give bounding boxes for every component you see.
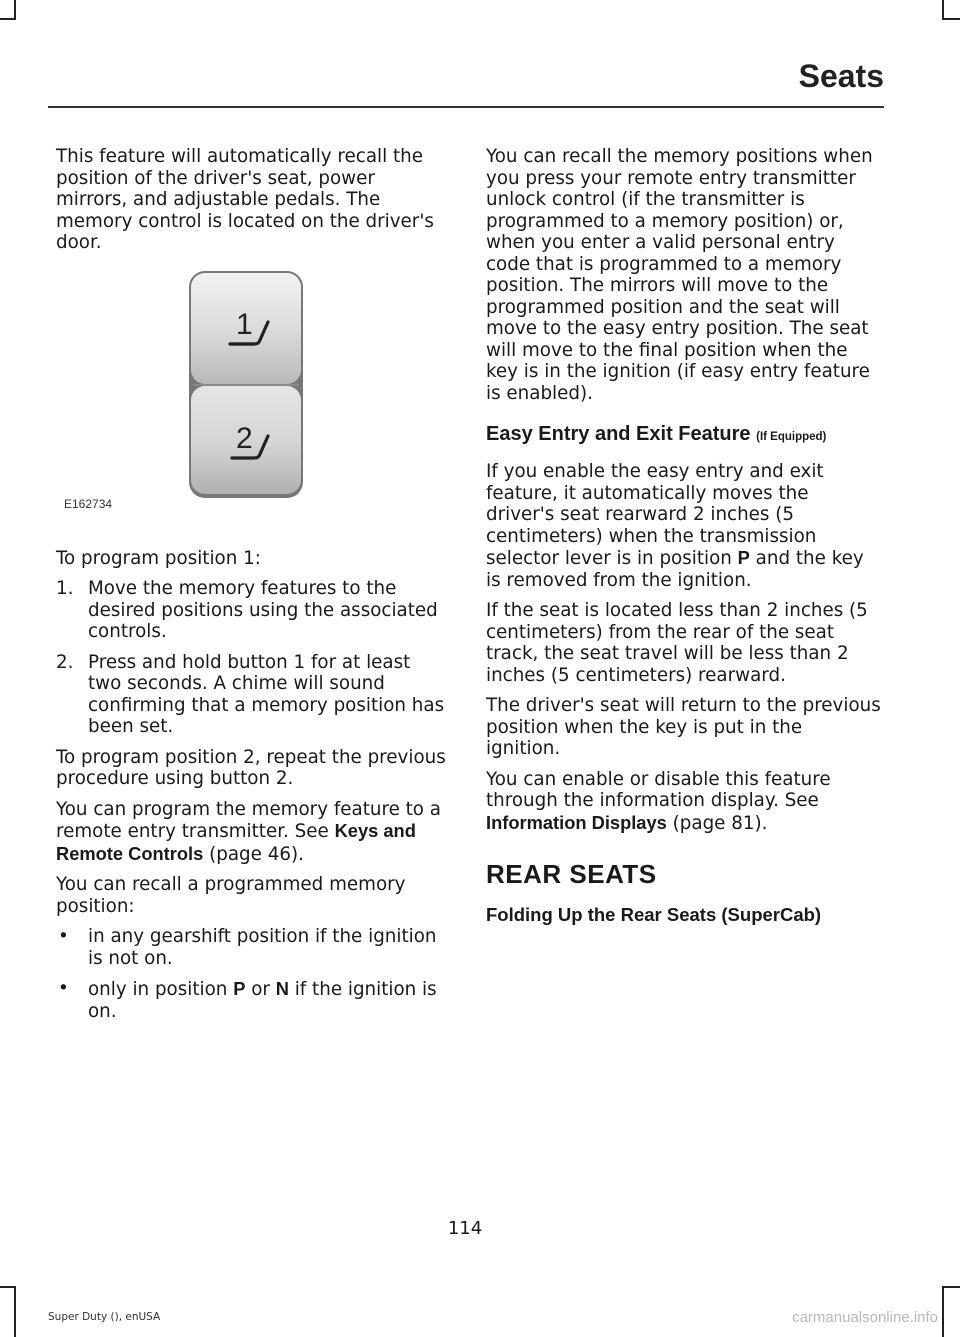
recall-paragraph: You can recall the memory positions when you press your remote entry transmitter unlock control (if the transmitter is programmed to a memory position) or, when you enter a valid personal entry code that is programmed to a memory position. The mirrors will move to the programmed position and the seat will move to the easy entry position. The seat will move to the final position when the key is in the ignition (if easy entry feature is enabled). — [486, 146, 873, 404]
list-number: 2. — [56, 651, 74, 673]
crop-mark — [0, 18, 16, 20]
list-text: Press and hold button 1 for at least two seconds. A chime will sound confirming that a memory position has been set. — [88, 651, 445, 737]
program-position-2-paragraph: To program position 2, repeat the previous procedure using button 2. — [56, 746, 446, 789]
header-rule — [48, 106, 884, 108]
memory-buttons-figure — [56, 270, 449, 528]
page-number: 114 — [447, 1218, 483, 1239]
intro-paragraph: This feature will automatically recall the position of the driver's seat, power mirrors, and adjustable pedals. The memory control is located on the driver's door. — [56, 146, 434, 253]
recall-intro: You can recall a programmed memory position: — [56, 874, 406, 917]
easy-entry-heading: Easy Entry and Exit Feature (If Equipped) — [486, 423, 827, 445]
seat-travel-paragraph: If the seat is located less than 2 inches (5 centimeters) from the rear of the seat track, the seat travel will be less than 2 inches (5 centimeters) rearward. — [486, 600, 868, 686]
page-title: Seats — [798, 58, 884, 94]
seat-return-paragraph: The driver's seat will return to the previous position when the key is put in the ignition. — [486, 695, 881, 759]
crop-mark — [14, 1286, 16, 1337]
folding-heading: Folding Up the Rear Seats (SuperCab) — [486, 903, 822, 925]
button-2-label: 2 — [236, 421, 253, 455]
button-1-label: 1 — [236, 307, 253, 341]
page-ref: (page 46). — [203, 843, 304, 865]
program-position-1-heading: To program position 1: — [56, 547, 261, 569]
watermark: carmanualsonline.info — [792, 1309, 938, 1326]
keys-remote-link[interactable]: Keys and Remote Controls — [56, 820, 416, 864]
memory-control-illustration — [56, 270, 449, 528]
remote-program-paragraph — [56, 799, 449, 866]
list-item — [56, 926, 449, 969]
bullet: • — [58, 926, 69, 947]
bullet: • — [58, 978, 69, 999]
list-item — [56, 652, 449, 738]
list-item — [56, 978, 449, 1022]
crop-mark — [942, 18, 960, 20]
list-text: Move the memory features to the desired positions using the associated controls. — [88, 578, 438, 642]
remote-text: You can program the memory feature to a remote entry transmitter. See — [56, 798, 442, 842]
crop-mark — [942, 1286, 944, 1337]
rear-seats-heading: REAR SEATS — [486, 859, 657, 889]
right-column — [486, 146, 882, 925]
figure-code: E162734 — [64, 496, 113, 511]
list-item — [56, 578, 449, 643]
easy-entry-paragraph: If you enable the easy entry and exit feature, it automatically moves the driver's seat rearward 2 inches (5 centimeters) when the transmission selector lever is in position P and the key is removed from the ignition. — [486, 461, 864, 591]
information-displays-link[interactable]: Information Displays — [486, 811, 667, 833]
list-text: only in position P or N if the ignition is on. — [88, 978, 437, 1022]
crop-mark — [942, 1286, 960, 1288]
list-text: in any gearshift position if the ignition is not on. — [88, 926, 437, 969]
crop-mark — [942, 0, 944, 20]
crop-mark — [14, 0, 16, 20]
footer-text: Super Duty (), enUSA — [48, 1311, 161, 1323]
crop-mark — [0, 1286, 16, 1288]
enable-disable-paragraph: You can enable or disable this feature through the information display. See Information Displays (page 81). — [486, 768, 831, 834]
left-column — [56, 146, 449, 1031]
list-number: 1. — [56, 578, 74, 599]
